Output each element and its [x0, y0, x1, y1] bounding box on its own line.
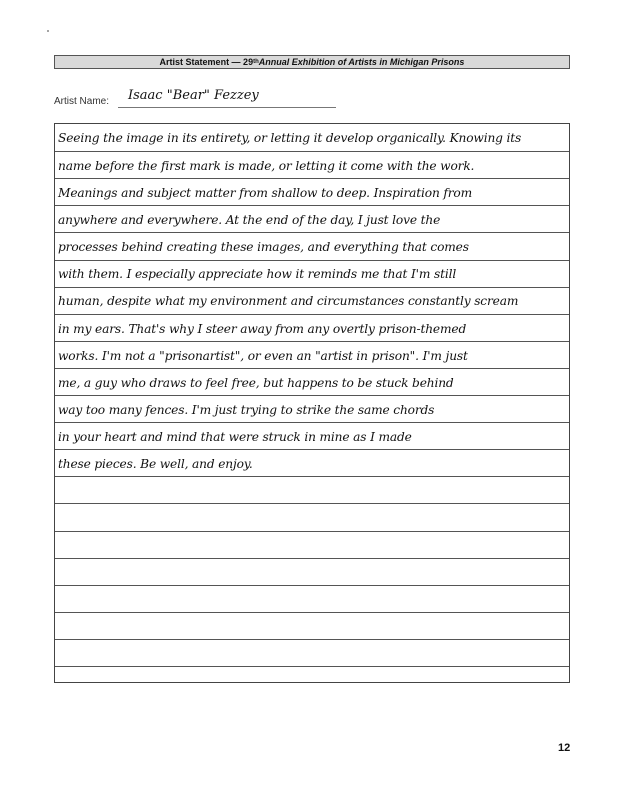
ruled-line	[55, 178, 569, 179]
ruled-line	[55, 205, 569, 206]
header-title-main: Artist Statement — 29	[159, 57, 254, 67]
statement-header: Artist Statement — 29 th Annual Exhibition of Artists in Michigan Prisons	[54, 55, 570, 69]
ruled-line	[55, 341, 569, 342]
ruled-line	[55, 368, 569, 369]
ruled-line	[55, 422, 569, 423]
statement-line: way too many fences. I'm just trying to strike the same chords	[58, 403, 435, 417]
ruled-line	[55, 314, 569, 315]
statement-line: me, a guy who draws to feel free, but happens to be stuck behind	[58, 376, 454, 390]
statement-line: in your heart and mind that were struck in mine as I made	[58, 430, 412, 444]
statement-writing-box	[54, 123, 570, 683]
artist-name-label: Artist Name:	[54, 96, 110, 107]
statement-line: human, despite what my environment and circumstances constantly scream	[58, 294, 519, 308]
ruled-line	[55, 395, 569, 396]
scan-speck	[47, 30, 49, 32]
statement-line: processes behind creating these images, and everything that comes	[58, 240, 469, 254]
artist-name-underline	[118, 107, 336, 108]
ruled-line	[55, 666, 569, 667]
ruled-line	[55, 639, 569, 640]
ruled-line	[55, 260, 569, 261]
statement-line: these pieces. Be well, and enjoy.	[58, 457, 253, 471]
ruled-line	[55, 449, 569, 450]
ruled-line	[55, 287, 569, 288]
ruled-line	[55, 612, 569, 613]
statement-line: anywhere and everywhere. At the end of the day, I just love the	[58, 213, 441, 227]
statement-line: in my ears. That's why I steer away from any overtly prison-themed	[58, 322, 467, 336]
ruled-line	[55, 232, 569, 233]
ruled-line	[55, 585, 569, 586]
statement-line: Meanings and subject matter from shallow to deep. Inspiration from	[58, 186, 472, 200]
ruled-line	[55, 531, 569, 532]
ruled-line	[55, 151, 569, 152]
ruled-line	[55, 476, 569, 477]
statement-line: name before the first mark is made, or letting it come with the work.	[58, 159, 475, 173]
artist-name-handwritten: Isaac "Bear" Fezzey	[128, 88, 259, 103]
ruled-line	[55, 558, 569, 559]
statement-line: works. I'm not a "prisonartist", or even an "artist in prison". I'm just	[58, 349, 468, 363]
statement-line: with them. I especially appreciate how it reminds me that I'm still	[58, 267, 457, 281]
page-number: 12	[558, 742, 571, 754]
statement-line: Seeing the image in its entirety, or letting it develop organically. Knowing its	[58, 131, 522, 145]
header-title-italic: Annual Exhibition of Artists in Michigan Prisons	[258, 57, 465, 67]
ruled-line	[55, 503, 569, 504]
